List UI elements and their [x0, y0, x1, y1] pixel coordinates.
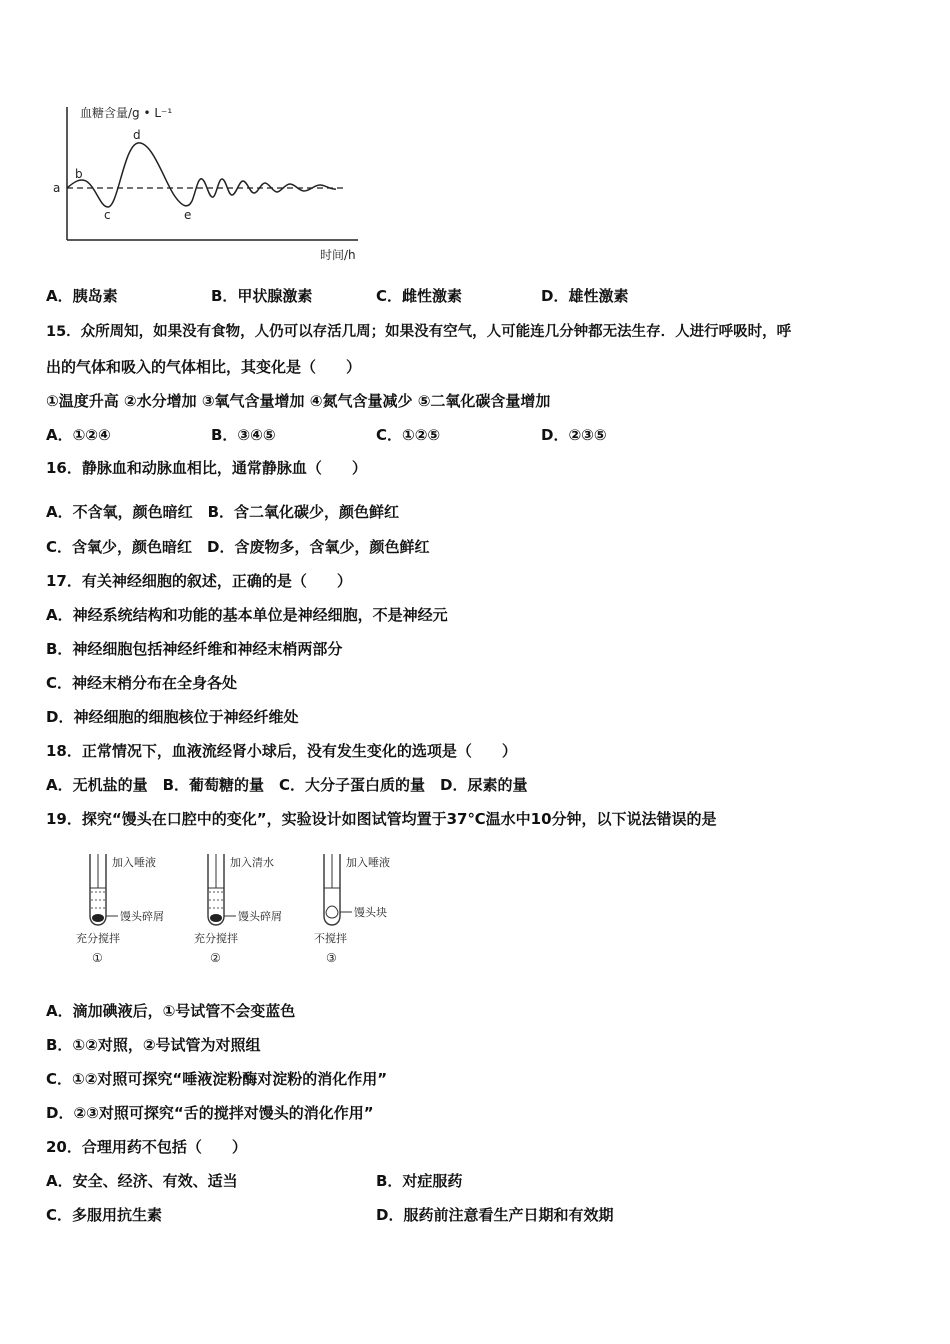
q20-option-a[interactable]: A．安全、经济、有效、适当 — [46, 1172, 238, 1190]
q17-option-a[interactable]: A．神经系统结构和功能的基本单位是神经细胞，不是神经元 — [46, 606, 448, 624]
q15-option-b[interactable]: B．③④⑤ — [211, 426, 276, 444]
q17-stem: 17．有关神经细胞的叙述，正确的是（ ） — [46, 572, 352, 590]
tube-1-add-label: 加入唾液 — [112, 856, 156, 869]
q16-options-line1[interactable]: A．不含氧，颜色暗红 B．含二氧化碳少，颜色鲜红 — [46, 503, 400, 521]
q18-stem: 18．正常情况下，血液流经肾小球后，没有发生变化的选项是（ ） — [46, 742, 517, 760]
blood-sugar-curve — [67, 143, 336, 207]
point-label-d: d — [133, 128, 141, 142]
q19-option-a[interactable]: A．滴加碘液后，①号试管不会变蓝色 — [46, 1002, 296, 1020]
test-tube-figure — [70, 848, 410, 968]
q14-option-d[interactable]: D．雄性激素 — [541, 287, 629, 305]
q20-option-b[interactable]: B．对症服药 — [376, 1172, 463, 1190]
point-label-e: e — [184, 208, 192, 222]
q14-option-c[interactable]: C．雌性激素 — [376, 287, 463, 305]
q17-option-b[interactable]: B．神经细胞包括神经纤维和神经末梢两部分 — [46, 640, 343, 658]
q20-stem: 20．合理用药不包括（ ） — [46, 1138, 247, 1156]
tube-3-content-label: 馒头块 — [354, 906, 387, 919]
point-label-c: c — [104, 208, 111, 222]
tube-3-number: ③ — [326, 951, 337, 965]
test-tube-3 — [314, 854, 390, 965]
q19-option-b[interactable]: B．①②对照，②号试管为对照组 — [46, 1036, 261, 1054]
point-label-a: a — [53, 181, 61, 195]
tube-2-add-label: 加入清水 — [230, 856, 274, 869]
q16-stem: 16．静脉血和动脉血相比，通常静脉血（ ） — [46, 459, 367, 477]
tube-3-action-label: 不搅拌 — [314, 932, 347, 945]
q19-option-c[interactable]: C．①②对照可探究“唾液淀粉酶对淀粉的消化作用” — [46, 1070, 388, 1088]
q15-option-d[interactable]: D．②③⑤ — [541, 426, 607, 444]
blood-sugar-graph — [40, 95, 380, 270]
x-axis-label: 时间/h — [320, 248, 356, 262]
q18-options[interactable]: A．无机盐的量 B．葡萄糖的量 C．大分子蛋白质的量 D．尿素的量 — [46, 776, 528, 794]
q19-option-d[interactable]: D．②③对照可探究“舌的搅拌对馒头的消化作用” — [46, 1104, 374, 1122]
q16-options-line2[interactable]: C．含氧少，颜色暗红 D．含废物多，含氧少，颜色鲜红 — [46, 538, 430, 556]
tube-1-content-label: 馒头碎屑 — [120, 910, 164, 923]
q14-option-b[interactable]: B．甲状腺激素 — [211, 287, 313, 305]
tube-2-action-label: 充分搅拌 — [194, 932, 238, 945]
q20-option-c[interactable]: C．多服用抗生素 — [46, 1206, 163, 1224]
test-tube-1 — [76, 854, 164, 965]
q17-option-d[interactable]: D．神经细胞的细胞核位于神经纤维处 — [46, 708, 299, 726]
test-tube-2 — [194, 854, 282, 965]
q14-option-a[interactable]: A．胰岛素 — [46, 287, 118, 305]
q15-stem-line2: 出的气体和吸入的气体相比，其变化是（ ） — [46, 358, 362, 376]
q15-stem-line1: 15．众所周知，如果没有食物，人仍可以存活几周；如果没有空气，人可能连几分钟都无法生存．人进行呼吸时，呼 — [46, 324, 792, 340]
tube-1-number: ① — [92, 951, 103, 965]
q15-items: ①温度升高 ②水分增加 ③氧气含量增加 ④氮气含量减少 ⑤二氧化碳含量增加 — [46, 392, 551, 410]
point-label-b: b — [75, 167, 83, 181]
q17-option-c[interactable]: C．神经末梢分布在全身各处 — [46, 674, 238, 692]
q15-option-a[interactable]: A．①②④ — [46, 426, 111, 444]
tube-2-content-label: 馒头碎屑 — [238, 910, 282, 923]
tube-1-action-label: 充分搅拌 — [76, 932, 120, 945]
q20-option-d[interactable]: D．服药前注意看生产日期和有效期 — [376, 1206, 614, 1224]
q19-stem: 19．探究“馒头在口腔中的变化”，实验设计如图试管均置于37℃温水中10分钟，以下说法错误的是 — [46, 810, 717, 828]
q15-option-c[interactable]: C．①②⑤ — [376, 426, 441, 444]
tube-2-number: ② — [210, 951, 221, 965]
y-axis-label: 血糖含量/g • L⁻¹ — [80, 106, 173, 120]
tube-3-add-label: 加入唾液 — [346, 856, 390, 869]
